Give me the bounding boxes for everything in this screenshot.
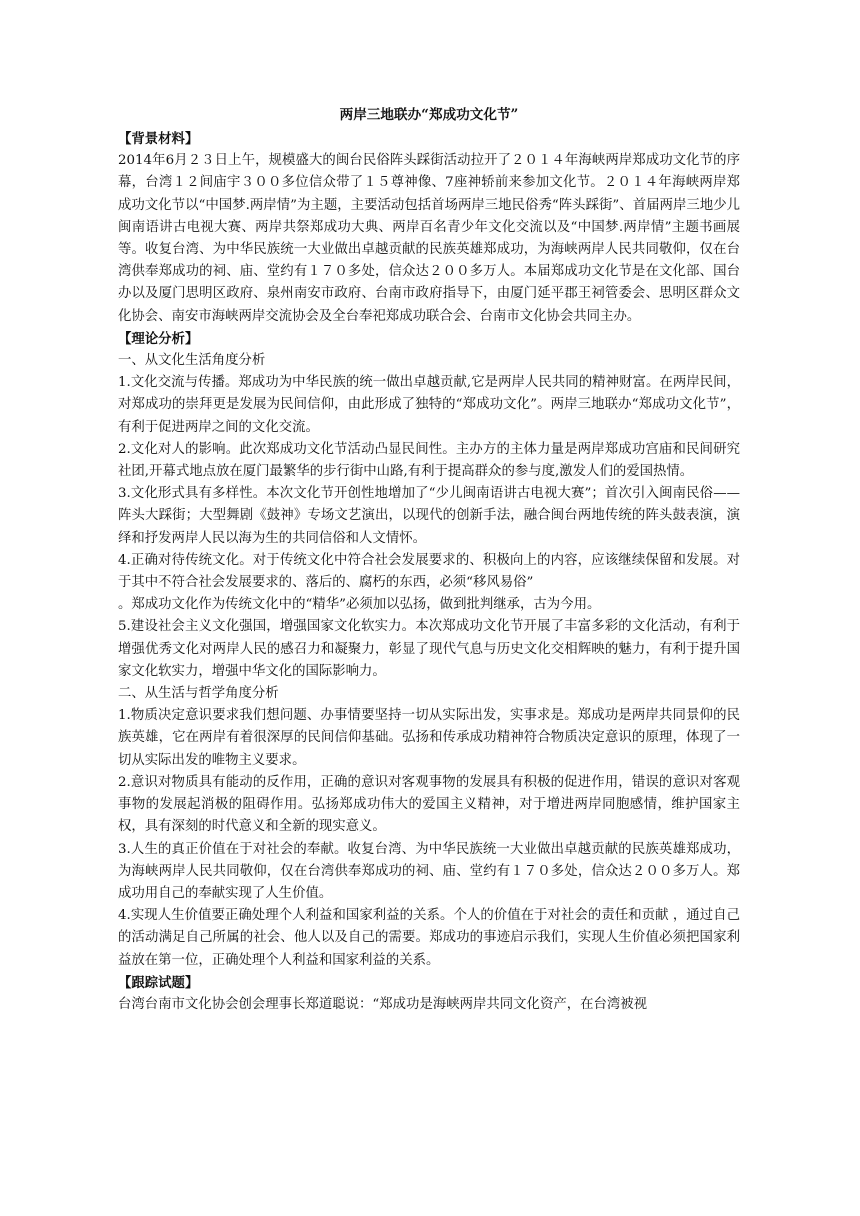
part2-item: 4.实现人生价值要正确处理个人利益和国家利益的关系。个人的价值在于对社会的责任和贡献 ，通过自己的活动满足自己所属的社会、他人以及自己的需要。郑成功的事迹启示我们，实现人生价值必须把国家利益放在第一位，正确处理个人利益和国家利益的关系。 — [118, 908, 740, 968]
exercise-paragraph: 台湾台南市文化协会创会理事长郑道聪说：“郑成功是海峡两岸共同文化资产，在台湾被视 — [118, 996, 648, 1012]
part1-item: 2.文化对人的影响。此次郑成功文化节活动凸显民间性。主办方的主体力量是两岸郑成功宫庙和民间研究社团,开幕式地点放在厦门最繁华的步行街中山路,有利于提高群众的参与度,激发人们的爱国热情。 — [118, 441, 740, 480]
part2-item: 2.意识对物质具有能动的反作用，正确的意识对客观事物的发展具有积极的促进作用，错误的意识对客观事物的发展起消极的阻碍作用。弘扬郑成功伟大的爱国主义精神，对于增进两岸同胞感情，维护国家主权，具有深刻的时代意义和全新的现实意义。 — [118, 774, 740, 835]
section-heading-background: 【背景材料】 — [118, 131, 199, 147]
part1-item: 3.文化形式具有多样性。本次文化节开创性地增加了“少儿闽南语讲古电视大赛”；首次引入闽南民俗——阵头大踩街；大型舞剧《鼓神》专场文艺演出，以现代的创新手法，融合闽台两地传统的阵头鼓表演，演绎和抒发两岸人民以海为生的共同信俗和人文情怀。 — [118, 486, 740, 546]
part1-item: 1.文化交流与传播。郑成功为中华民族的统一做出卓越贡献,它是两岸人民共同的精神财富。在两岸民间，对郑成功的崇拜更是发展为民间信仰，由此形成了独特的“郑成功文化”。两岸三地联办“郑成功文化节”，有利于促进两岸之间的文化交流。 — [118, 375, 740, 435]
part2-heading: 二、从生活与哲学角度分析 — [118, 686, 279, 702]
section-heading-exercise: 【跟踪试题】 — [118, 974, 199, 991]
section-heading-theory: 【理论分析】 — [118, 330, 199, 347]
part1-heading: 一、从文化生活角度分析 — [118, 353, 266, 369]
part2-item: 3.人生的真正价值在于对社会的奉献。收复台湾、为中华民族统一大业做出卓越贡献的民族英雄郑成功，为海峡两岸人民共同敬仰，仅在台湾供奉郑成功的祠、庙、堂约有１７０多处，信众达２００多万人。郑成功用自己的奉献实现了人生价值。 — [118, 841, 740, 901]
part2-item: 1.物质决定意识要求我们想问题、办事情要坚持一切从实际出发，实事求是。郑成功是两岸共同景仰的民族英雄，它在两岸有着很深厚的民间信仰基础。弘扬和传承成功精神符合物质决定意识的原理，体现了一切从实际出发的唯物主义要求。 — [118, 708, 740, 768]
part1-item: 4.正确对待传统文化。对于传统文化中符合社会发展要求的、积极向上的内容，应该继续保留和发展。对于其中不符合社会发展要求的、落后的、腐朽的东西，必须“移风易俗” — [118, 552, 740, 591]
part1-item: 5.建设社会主义文化强国，增强国家文化软实力。本次郑成功文化节开展了丰富多彩的文化活动，有利于增强优秀文化对两岸人民的感召力和凝聚力，彰显了现代气息与历史文化交相辉映的魅力，有利于提升国家文化软实力，增强中华文化的国际影响力。 — [118, 619, 740, 679]
background-paragraph: 2014年6月２３日上午，规模盛大的闽台民俗阵头踩街活动拉开了２０１４年海峡两岸郑成功文化节的序幕，台湾１２间庙宇３００多位信众带了１５尊神像、7座神轿前来参加文化节。２０１４年海峡两岸郑成功文化节以“中国梦.两岸情”为主题，主要活动包括首场两岸三地民俗秀“阵头踩街”、首届两岸三地少儿闽南语讲古电视大赛、两岸共祭郑成功大典、两岸百名青少年文化交流以及“中国梦.两岸情”主题书画展等。收复台湾、为中华民族统一大业做出卓越贡献的民族英雄郑成功，为海峡两岸人民共同敬仰，仅在台湾供奉郑成功的祠、庙、堂约有１７０多处，信众达２００多万人。本届郑成功文化节是在文化部、国台办以及厦门思明区政府、泉州南安市政府、台南市政府指导下，由厦门延平郡王祠管委会、思明区群众文化协会、南安市海峡两岸交流协会及全台奉祀郑成功联合会、台南市文化协会共同主办。 — [118, 153, 740, 324]
document-page — [118, 104, 740, 1016]
page-title: 两岸三地联办“郑成功文化节” — [339, 107, 519, 123]
part1-item: 。郑成功文化作为传统文化中的“精华”必须加以弘扬，做到批判继承，古为今用。 — [118, 597, 601, 613]
